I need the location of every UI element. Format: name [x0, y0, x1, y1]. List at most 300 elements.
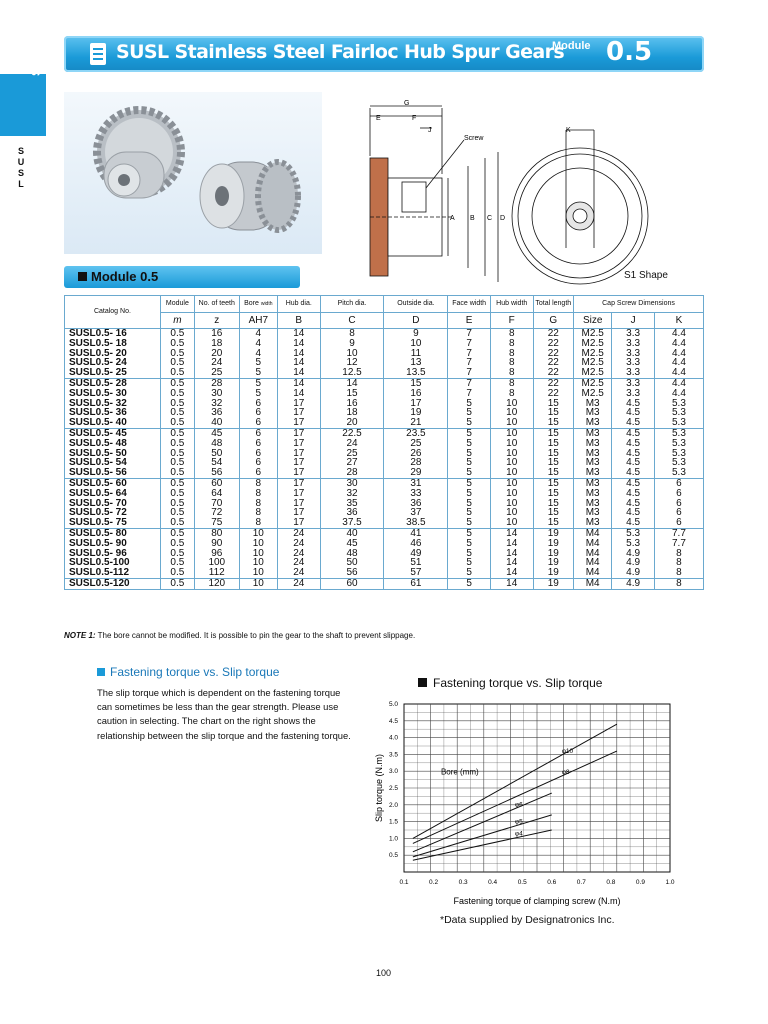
page-number: 100 [376, 968, 392, 978]
table-cell-hub [277, 428, 320, 478]
cell-value: 72 [211, 507, 223, 519]
cell-value: SUSL0.5- 90 [69, 537, 127, 549]
cell-value: M4 [585, 567, 600, 579]
cell-value: 6 [255, 437, 262, 449]
dim-f-label: F [412, 115, 417, 122]
cell-value: M4 [585, 547, 600, 559]
cell-value: 7.7 [672, 527, 686, 539]
series-label: φ10 [561, 748, 574, 756]
table-cell-module [160, 378, 194, 428]
cell-value: 5.3 [672, 427, 686, 439]
cell-value: 15 [547, 477, 559, 489]
dim-j-label: J [428, 127, 432, 134]
y-axis-label: Slip torque (N.m) [374, 753, 384, 823]
cell-value: 4.4 [672, 328, 686, 339]
cell-value: 6 [676, 507, 682, 519]
cell-value: 10 [506, 447, 518, 459]
cell-value: 4.4 [672, 357, 686, 369]
cell-value: 3.3 [626, 367, 641, 379]
cell-value: 5 [466, 437, 472, 449]
cell-value: SUSL0.5- 20 [69, 347, 127, 359]
module-value: 0.5 [606, 37, 653, 67]
y-tick-label: 1.5 [388, 818, 398, 826]
cell-value: 10 [506, 427, 518, 439]
cell-value: 8 [255, 507, 262, 519]
cell-value: 10 [506, 437, 518, 449]
document-icon [90, 43, 106, 65]
cell-value: 17 [293, 477, 305, 489]
cell-value: 6 [255, 417, 262, 429]
cell-value: 0.5 [170, 517, 185, 529]
cell-value: 14 [293, 377, 305, 389]
y-tick-label: 2.0 [388, 801, 398, 809]
table-cell-j [612, 578, 655, 589]
cell-value: 17 [293, 517, 305, 529]
cell-value: 21 [410, 417, 422, 429]
table-cell-total [533, 378, 573, 428]
cell-value: 14 [293, 328, 305, 339]
cell-value: 80 [211, 527, 223, 539]
cell-value: 15 [547, 467, 559, 479]
table-cell-outside [384, 428, 448, 478]
header-hubw: Hub width [490, 296, 533, 313]
cell-value: 12 [346, 357, 358, 369]
cell-value: 32 [211, 397, 223, 409]
cell-value: 0.5 [170, 487, 185, 499]
cell-value: 8 [508, 387, 515, 399]
table-cell-j [612, 428, 655, 478]
cell-value: 41 [410, 527, 422, 539]
table-cell-teeth [194, 378, 239, 428]
cell-value: 10 [252, 527, 264, 539]
cell-value: SUSL0.5-120 [69, 577, 130, 589]
cell-value: 36 [211, 407, 223, 419]
table-cell-hub [277, 478, 320, 528]
symbol-cell: AH7 [239, 313, 277, 329]
cell-value: 17 [293, 417, 305, 429]
cell-value: 15 [547, 497, 559, 509]
cell-value: SUSL0.5-100 [69, 557, 130, 569]
table-cell-teeth [194, 428, 239, 478]
table-cell-teeth [194, 478, 239, 528]
cell-value: 15 [547, 447, 559, 459]
gear-small-image [200, 162, 298, 230]
cell-value: 17 [293, 437, 305, 449]
cell-value: 26 [410, 447, 422, 459]
cell-value: 70 [211, 497, 223, 509]
table-cell-catalog [65, 528, 161, 578]
chart-title: Fastening torque vs. Slip torque [418, 676, 602, 690]
header-pitch: Pitch dia. [320, 296, 384, 313]
cell-value: 28 [410, 457, 422, 469]
cell-value: 16 [410, 387, 422, 399]
cell-value: 5.3 [626, 537, 641, 549]
fastening-heading: Fastening torque vs. Slip torque [97, 665, 279, 679]
cell-value: M3 [585, 467, 600, 479]
table-cell-catalog [65, 428, 161, 478]
header-bore: Bore width [239, 296, 277, 313]
table-cell-teeth [194, 578, 239, 589]
cell-value: 9 [349, 337, 355, 349]
table-cell-k [654, 578, 703, 589]
x-tick-label: 1.0 [665, 879, 675, 886]
cell-value: 33 [410, 487, 422, 499]
table-cell-outside [384, 578, 448, 589]
cell-value: 6 [255, 427, 262, 439]
cell-value: 4.5 [626, 457, 641, 469]
x-tick-label: 0.3 [458, 879, 468, 886]
table-cell-hub [277, 329, 320, 379]
cell-value: 28 [211, 377, 223, 389]
symbol-cell: F [490, 313, 533, 329]
cell-value: 16 [211, 328, 223, 339]
cell-value: 3.3 [626, 357, 641, 369]
cell-value: M4 [585, 527, 600, 539]
cell-value: 0.5 [170, 407, 185, 419]
cell-value: 3.3 [626, 377, 641, 389]
cell-value: 0.5 [170, 547, 185, 559]
cell-value: SUSL0.5- 36 [69, 407, 127, 419]
cell-value: 5 [466, 527, 472, 539]
dim-d-label: D [500, 215, 506, 222]
cell-value: 4 [255, 328, 262, 339]
cell-value: 4.5 [626, 437, 641, 449]
cell-value: M4 [585, 537, 600, 549]
cell-value: 5 [466, 547, 472, 559]
cell-value: 14 [346, 377, 358, 389]
cell-value: 36 [346, 507, 358, 519]
cell-value: M3 [585, 447, 600, 459]
table-cell-bore [239, 528, 277, 578]
cell-value: 61 [410, 577, 422, 589]
cell-value: 18 [211, 337, 223, 349]
table-cell-module [160, 578, 194, 589]
cell-value: 8 [255, 487, 262, 499]
cell-value: 8 [508, 357, 515, 369]
header-outside: Outside dia. [384, 296, 448, 313]
cell-value: 4.5 [626, 407, 641, 419]
cell-value: 10 [506, 407, 518, 419]
cell-value: 6 [676, 497, 682, 509]
table-cell-bore [239, 329, 277, 379]
header-hub: Hub dia. [277, 296, 320, 313]
table-cell-total [533, 428, 573, 478]
technical-drawing [340, 96, 680, 286]
cell-value: 24 [346, 437, 358, 449]
side-tab-sublabel [16, 146, 26, 190]
cell-value: 24 [293, 527, 305, 539]
cell-value: 22 [547, 387, 559, 399]
table-cell-hubw [490, 378, 533, 428]
cell-value: 0.5 [170, 467, 185, 479]
cell-value: 5.3 [672, 467, 686, 479]
cell-value: 0.5 [170, 347, 185, 359]
table-cell-pitch [320, 428, 384, 478]
cell-value: 17 [293, 467, 305, 479]
table-cell-size [574, 329, 612, 379]
cell-value: 5 [466, 557, 472, 569]
cell-value: 17 [293, 397, 305, 409]
table-cell-total [533, 578, 573, 589]
cell-value: 5 [466, 577, 472, 589]
shape-label: S1 Shape [624, 270, 668, 281]
table-symbol-row [65, 313, 704, 329]
cell-value: 4.4 [672, 347, 686, 359]
cell-value: 5.3 [672, 437, 686, 449]
cell-value: 14 [293, 337, 305, 349]
dim-e-label: E [376, 115, 381, 122]
table-cell-hub [277, 528, 320, 578]
cell-value: 30 [211, 387, 223, 399]
cell-value: 8 [508, 328, 515, 339]
x-tick-label: 0.9 [635, 879, 645, 886]
series-label: φ4 [514, 830, 523, 838]
table-cell-hub [277, 378, 320, 428]
cell-value: 25 [346, 447, 358, 459]
slip-torque-chart [360, 696, 690, 908]
cell-value: 20 [346, 417, 358, 429]
cell-value: 5 [255, 387, 262, 399]
cell-value: 5 [466, 467, 472, 479]
cell-value: 22 [547, 328, 559, 339]
table-cell-face [448, 329, 491, 379]
cell-value: 4.5 [626, 477, 641, 489]
cell-value: SUSL0.5- 18 [69, 337, 127, 349]
cell-value: 14 [506, 527, 518, 539]
header-cap-screw: Cap Screw Dimensions [574, 296, 704, 313]
cell-value: 0.5 [170, 377, 185, 389]
cell-value: 13.5 [406, 367, 426, 379]
cell-value: 5 [466, 397, 472, 409]
cell-value: 38.5 [406, 517, 426, 529]
table-cell-j [612, 528, 655, 578]
table-cell-j [612, 478, 655, 528]
cell-value: 24 [211, 357, 223, 369]
cell-value: 4.5 [626, 487, 641, 499]
table-cell-module [160, 478, 194, 528]
cell-value: 6 [255, 407, 262, 419]
cell-value: 45 [211, 427, 223, 439]
cell-value: 4.5 [626, 447, 641, 459]
cell-value: 15 [547, 397, 559, 409]
table-row [65, 578, 704, 589]
table-cell-pitch [320, 378, 384, 428]
x-tick-label: 0.7 [576, 879, 586, 886]
cell-value: SUSL0.5- 25 [69, 367, 127, 379]
cell-value: 22 [547, 367, 559, 379]
cell-value: SUSL0.5- 30 [69, 387, 127, 399]
y-tick-label: 0.5 [388, 852, 398, 860]
table-cell-size [574, 378, 612, 428]
cell-value: 0.5 [170, 427, 185, 439]
table-cell-hub [277, 578, 320, 589]
cell-value: 15 [547, 427, 559, 439]
cell-value: 24 [293, 557, 305, 569]
cell-value: 14 [506, 577, 518, 589]
cell-value: 19 [547, 567, 559, 579]
side-tab [0, 11, 46, 136]
cell-value: 4.5 [626, 467, 641, 479]
header-module: Module [160, 296, 194, 313]
cell-value: 15 [547, 417, 559, 429]
cell-value: 15 [547, 407, 559, 419]
cell-value: 19 [547, 527, 559, 539]
dim-k-label: K [566, 127, 571, 134]
cell-value: M2.5 [581, 357, 604, 369]
cell-value: SUSL0.5- 70 [69, 497, 127, 509]
cell-value: SUSL0.5- 40 [69, 417, 127, 429]
cell-value: 23.5 [406, 427, 426, 439]
cell-value: 17 [293, 427, 305, 439]
cell-value: 5 [466, 407, 472, 419]
table-cell-k [654, 329, 703, 379]
cell-value: 4.5 [626, 417, 641, 429]
cell-value: 15 [547, 507, 559, 519]
cell-value: 5 [466, 457, 472, 469]
table-cell-hubw [490, 428, 533, 478]
cell-value: 10 [506, 467, 518, 479]
cell-value: M3 [585, 407, 600, 419]
cell-value: 0.5 [170, 537, 185, 549]
header-total: Total length [533, 296, 573, 313]
cell-value: 75 [211, 517, 223, 529]
cell-value: 5 [255, 367, 262, 379]
cell-value: 15 [547, 517, 559, 529]
cell-value: 5 [466, 417, 472, 429]
table-cell-outside [384, 528, 448, 578]
y-tick-label: 3.0 [388, 768, 398, 776]
header-teeth: No. of teeth [194, 296, 239, 313]
cell-value: SUSL0.5- 96 [69, 547, 127, 559]
cell-value: 17 [293, 407, 305, 419]
symbol-cell: B [277, 313, 320, 329]
table-cell-k [654, 378, 703, 428]
table-cell-j [612, 329, 655, 379]
gear-large-image [97, 110, 181, 198]
table-cell-k [654, 528, 703, 578]
cell-value: 4.5 [626, 517, 641, 529]
table-row [65, 478, 704, 528]
table-cell-catalog [65, 378, 161, 428]
cell-value: SUSL0.5- 48 [69, 437, 127, 449]
cell-value: M3 [585, 507, 600, 519]
cell-value: 37 [410, 507, 422, 519]
cell-value: 15 [410, 377, 422, 389]
cell-value: 5.3 [672, 457, 686, 469]
cell-value: 7 [466, 357, 472, 369]
cell-value: 0.5 [170, 397, 185, 409]
cell-value: SUSL0.5- 56 [69, 467, 127, 479]
cell-value: 48 [346, 547, 358, 559]
cell-value: 29 [410, 467, 422, 479]
cell-value: 19 [410, 407, 422, 419]
cell-value: M3 [585, 487, 600, 499]
cell-value: 0.5 [170, 337, 185, 349]
table-cell-bore [239, 428, 277, 478]
x-tick-label: 0.4 [488, 879, 498, 886]
cell-value: 0.5 [170, 417, 185, 429]
page-title: SUSL Stainless Steel Fairloc Hub Spur Gears [116, 41, 565, 63]
cell-value: 10 [506, 457, 518, 469]
cell-value: 25 [410, 437, 422, 449]
cell-value: 0.5 [170, 497, 185, 509]
cell-value: 10 [506, 417, 518, 429]
cell-value: 10 [252, 557, 264, 569]
cell-value: 60 [346, 577, 358, 589]
table-cell-module [160, 528, 194, 578]
cell-value: 7 [466, 347, 472, 359]
cell-value: 7.7 [672, 537, 686, 549]
cell-value: 45 [346, 537, 358, 549]
cell-value: 5 [466, 427, 472, 439]
cell-value: 10 [252, 577, 264, 589]
cell-value: 18 [346, 407, 358, 419]
cell-value: 56 [346, 567, 358, 579]
y-tick-label: 1.0 [388, 835, 398, 843]
cell-value: 14 [506, 557, 518, 569]
cell-value: M2.5 [581, 328, 604, 339]
cell-value: 8 [676, 577, 682, 589]
cell-value: 5.3 [672, 417, 686, 429]
cell-value: 6 [255, 397, 262, 409]
cell-value: 3.3 [626, 347, 641, 359]
cell-value: 14 [293, 347, 305, 359]
table-cell-bore [239, 578, 277, 589]
cell-value: 10 [506, 487, 518, 499]
table-cell-face [448, 478, 491, 528]
table-cell-k [654, 428, 703, 478]
cell-value: 10 [346, 347, 358, 359]
cell-value: 10 [506, 497, 518, 509]
cell-value: M3 [585, 397, 600, 409]
cell-value: 4.9 [626, 557, 641, 569]
table-cell-pitch [320, 478, 384, 528]
cell-value: 19 [547, 537, 559, 549]
cell-value: 0.5 [170, 447, 185, 459]
cell-value: 5 [466, 497, 472, 509]
cell-value: 22 [547, 337, 559, 349]
cell-value: SUSL0.5- 45 [69, 427, 127, 439]
cell-value: 19 [547, 557, 559, 569]
cell-value: 0.5 [170, 557, 185, 569]
side-view [370, 106, 498, 282]
spec-table [64, 295, 704, 590]
cell-value: 8 [255, 517, 262, 529]
table-cell-hubw [490, 329, 533, 379]
symbol-cell: C [320, 313, 384, 329]
cell-value: 24 [293, 537, 305, 549]
y-tick-label: 2.5 [388, 785, 398, 792]
side-tab-label: Spur Gears [29, 11, 43, 76]
cell-value: 8 [349, 328, 355, 339]
x-tick-label: 0.5 [517, 879, 527, 886]
cell-value: 4.5 [626, 497, 641, 509]
cell-value: M3 [585, 437, 600, 449]
cell-value: 15 [346, 387, 358, 399]
cell-value: 15 [547, 487, 559, 499]
cell-value: 10 [410, 337, 422, 349]
cell-value: 22 [547, 377, 559, 389]
fastening-body: The slip torque which is dependent on the fastening torque can sometimes be less than the gear strength. Please use caution in selecting. The chart on the right shows the relationship between the slip torque and the fastening torque. [97, 687, 351, 741]
cell-value: 5 [466, 487, 472, 499]
series-label: φ8 [561, 768, 570, 776]
cell-value: 27 [346, 457, 358, 469]
cell-value: M3 [585, 427, 600, 439]
cell-value: 8 [255, 477, 262, 489]
cell-value: SUSL0.5- 80 [69, 527, 127, 539]
cell-value: 6 [255, 457, 262, 469]
table-cell-outside [384, 378, 448, 428]
